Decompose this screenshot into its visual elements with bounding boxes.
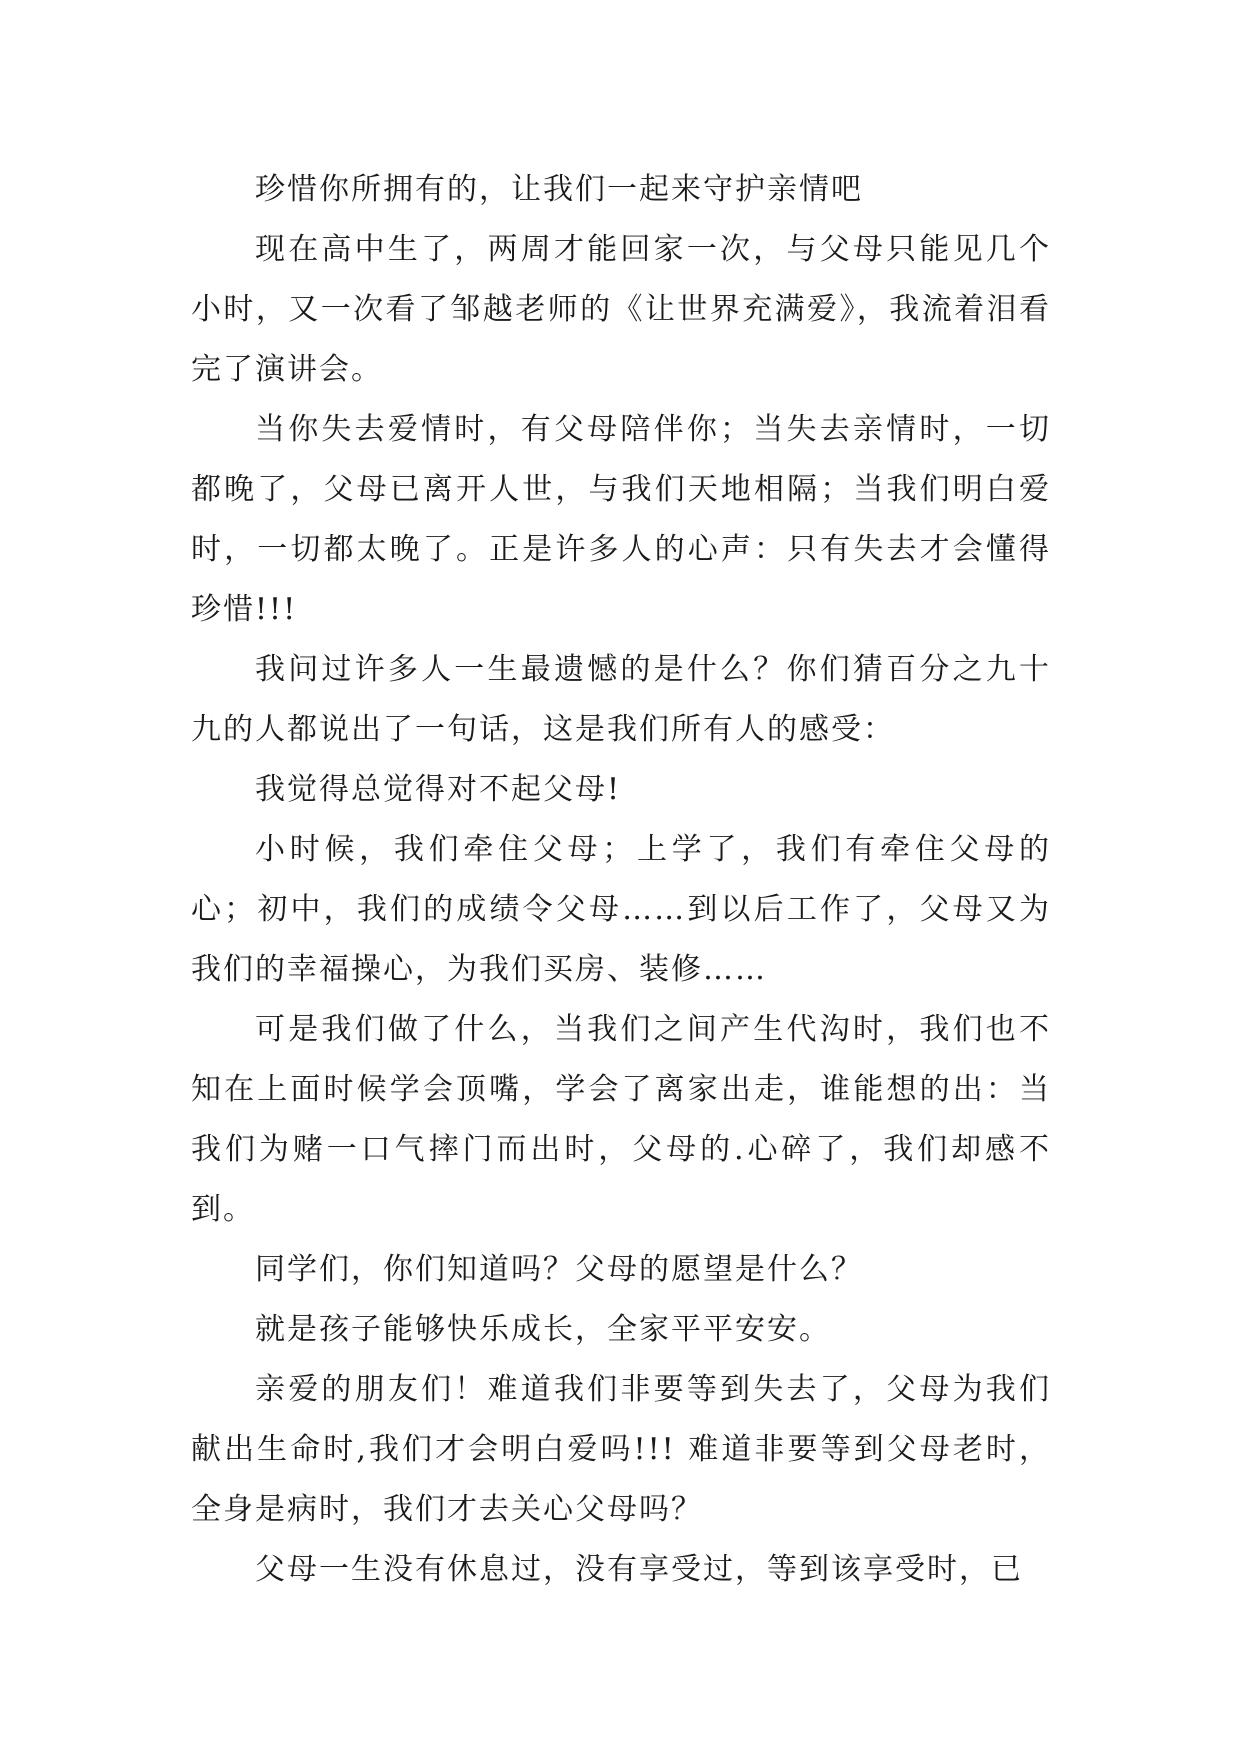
paragraph: 可是我们做了什么，当我们之间产生代沟时，我们也不知在上面时候学会顶嘴，学会了离家出走，谁能想的出：当我们为赌一口气摔门而出时，父母的.心碎了，我们却感不到。 [191, 1012, 1051, 1227]
paragraph: 我觉得总觉得对不起父母! [255, 772, 622, 807]
paragraph: 亲爱的朋友们！难道我们非要等到失去了，父母为我们献出生命时,我们才会明白爱吗!!! 难道非要等到父母老时，全身是病时，我们才去关心父母吗？ [191, 1372, 1051, 1527]
paragraph: 就是孩子能够快乐成长，全家平平安安。 [255, 1312, 831, 1347]
paragraph: 当你失去爱情时，有父母陪伴你；当失去亲情时，一切都晚了，父母已离开人世，与我们天地相隔；当我们明白爱时，一切都太晚了。正是许多人的心声：只有失去才会懂得珍惜!!! [191, 412, 1051, 627]
document-body [191, 160, 1051, 1600]
paragraph: 现在高中生了，两周才能回家一次，与父母只能见几个小时，又一次看了邹越老师的《让世界充满爱》，我流着泪看完了演讲会。 [191, 232, 1051, 387]
paragraph: 同学们，你们知道吗？父母的愿望是什么？ [255, 1252, 863, 1287]
paragraph: 我问过许多人一生最遗憾的是什么？你们猜百分之九十九的人都说出了一句话，这是我们所有人的感受： [191, 652, 1051, 747]
paragraph: 小时候，我们牵住父母；上学了，我们有牵住父母的心；初中，我们的成绩令父母……到以后工作了，父母又为我们的幸福操心，为我们买房、装修…… [191, 832, 1051, 987]
paragraph: 父母一生没有休息过，没有享受过，等到该享受时，已 [255, 1552, 1023, 1587]
paragraph-title-line: 珍惜你所拥有的，让我们一起来守护亲情吧 [255, 172, 863, 207]
